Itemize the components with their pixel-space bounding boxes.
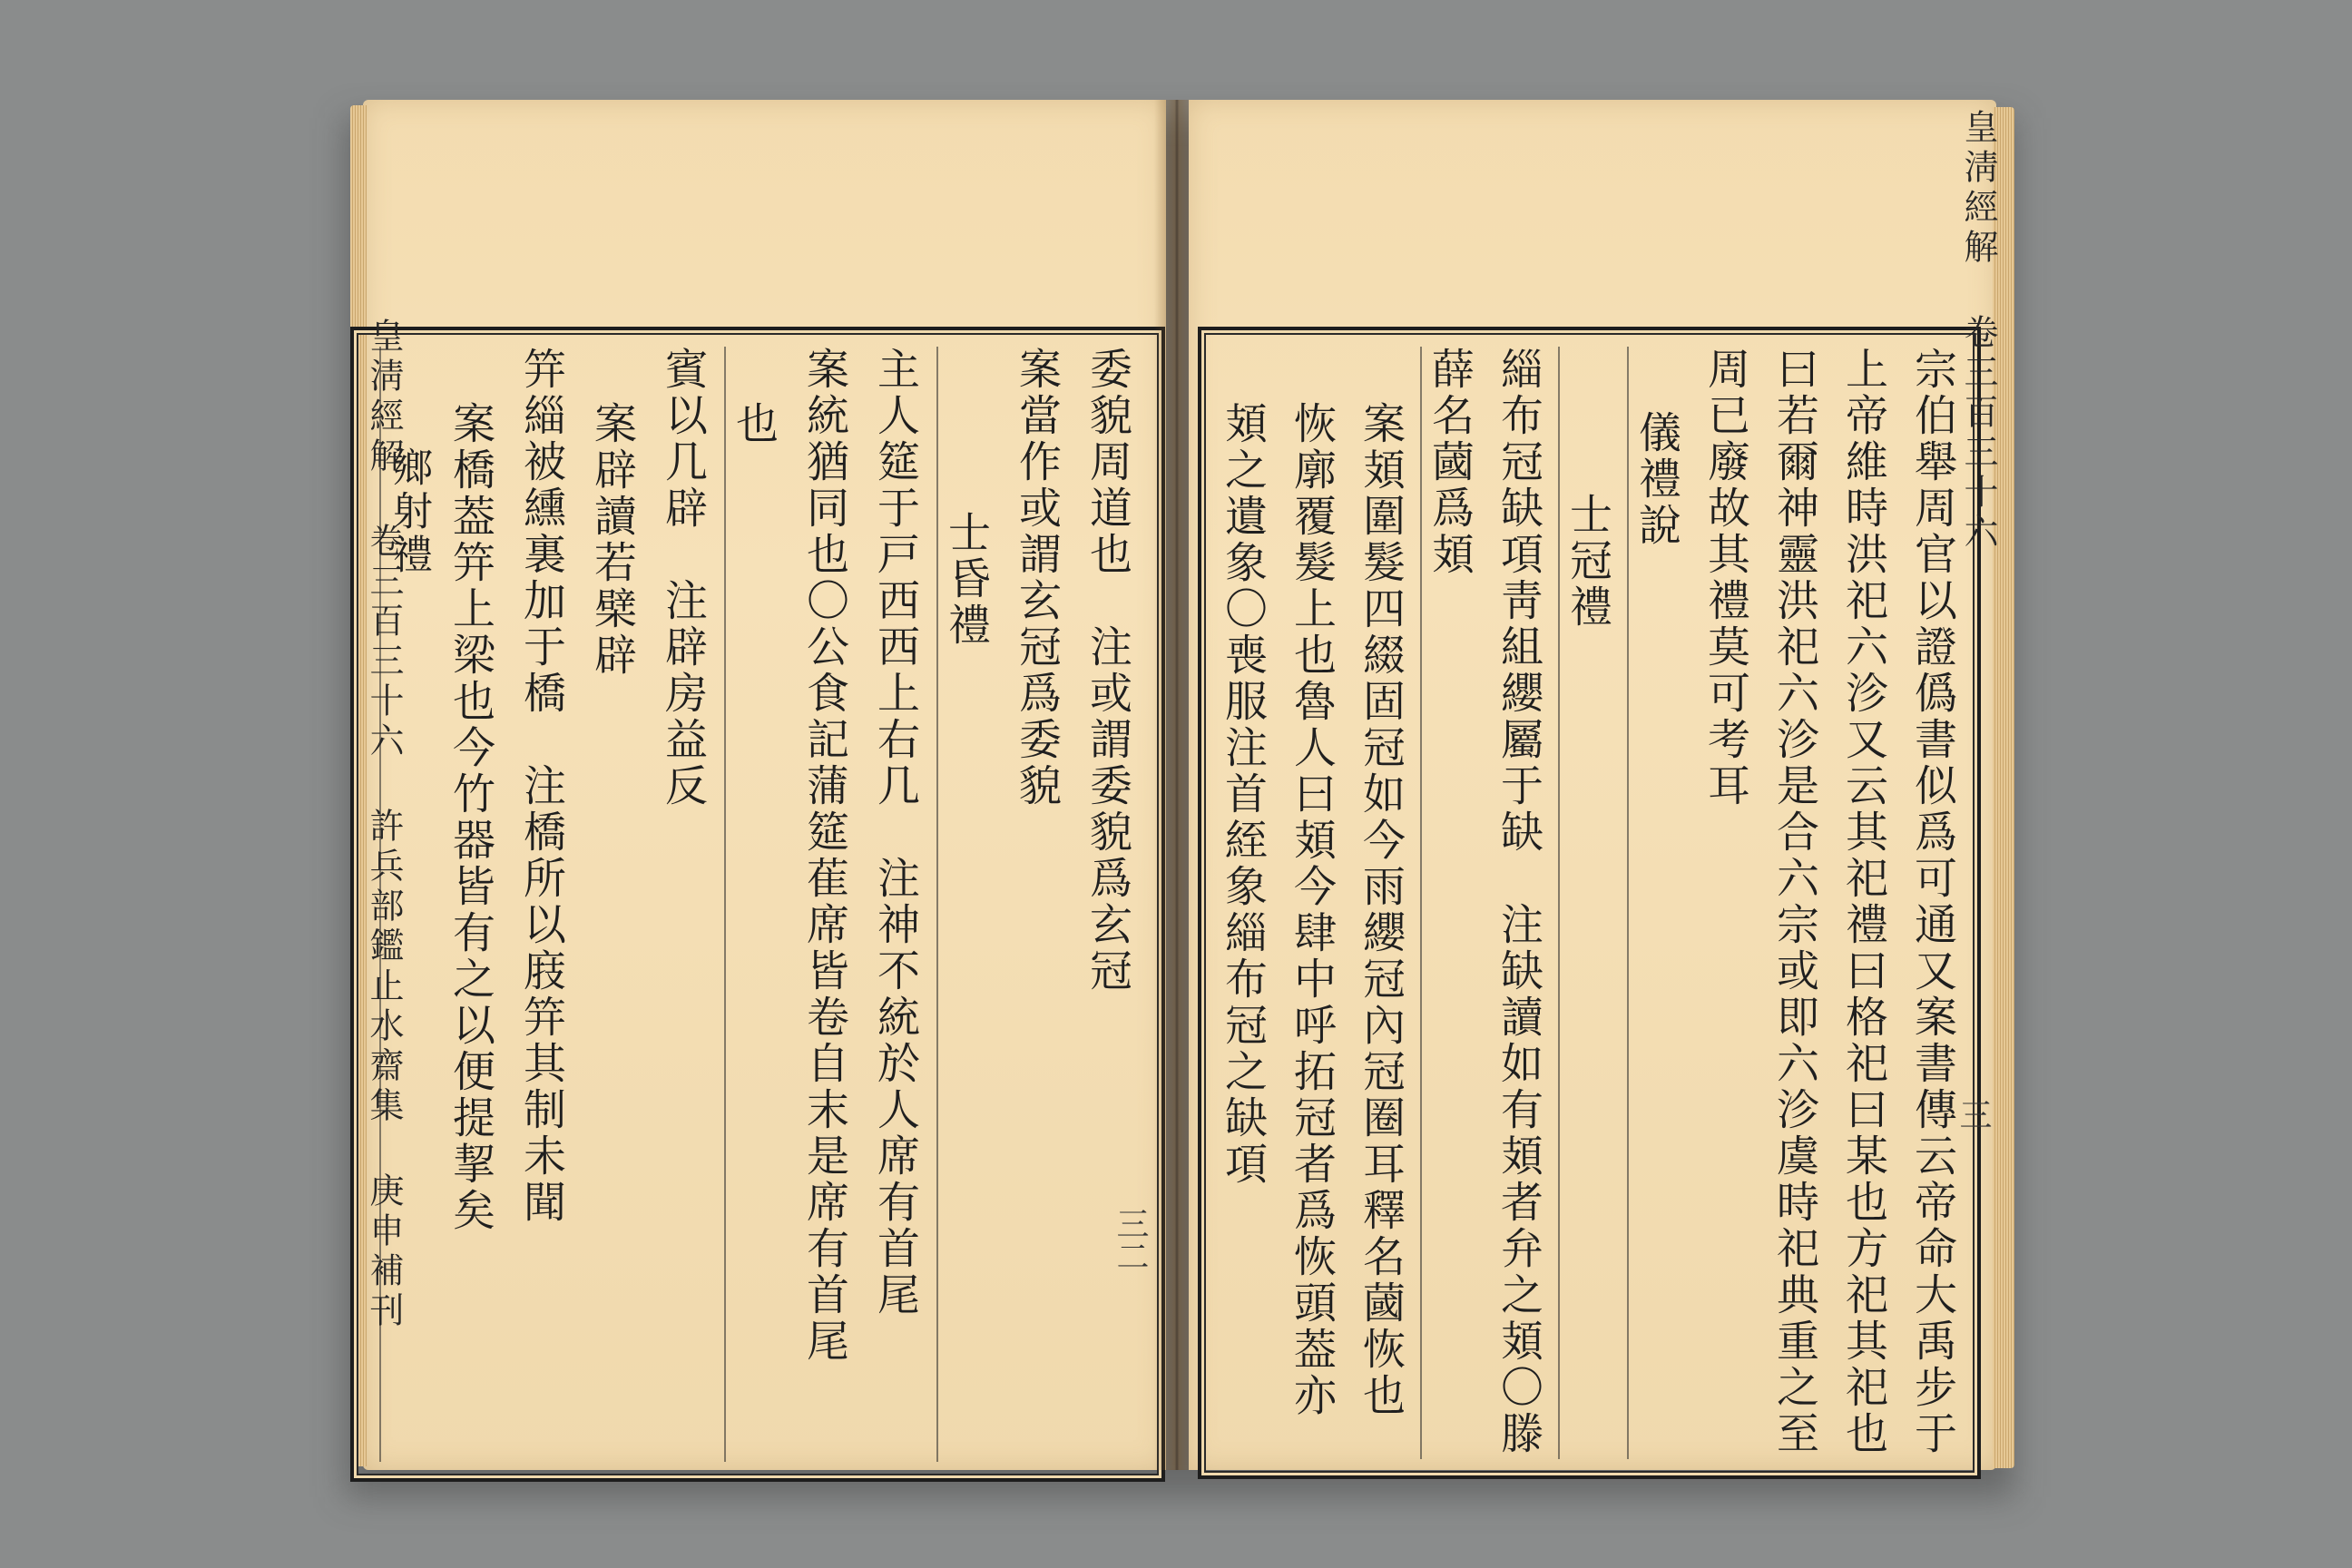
left-col-1: 委貌周道也 注或謂委貌爲玄冠 — [1083, 347, 1132, 995]
left-leaf-number: 三二 — [1112, 1207, 1149, 1272]
spine-volume: 卷三百三十六 — [364, 523, 404, 762]
left-page — [363, 100, 1166, 1470]
left-col-4: 主人筵于戸西西上右几 注神不統於人席有首尾 — [870, 347, 920, 1318]
right-col-11: 頍之遺象〇喪服注首絰象緇布冠之缺項 — [1218, 401, 1268, 1188]
spine-note: 庚申補刊 — [364, 1172, 404, 1332]
left-col-8: 案辟讀若檗辟 — [587, 401, 637, 679]
right-col-2: 上帝維時洪祀六沴又云其祀禮曰格祀曰某也方祀其祀也 — [1838, 347, 1888, 1457]
right-col-1: 宗伯舉周官以證僞書似爲可通又案書傳云帝命大禹步于 — [1907, 347, 1957, 1457]
left-col-5: 案統猶同也〇公食記蒲筵萑席皆卷自末是席有首尾 — [799, 347, 849, 1365]
right-page — [1189, 100, 1996, 1470]
right-spine-volume: 卷三百三十六 — [1958, 314, 1998, 554]
right-spine-title: 皇淸經解 — [1958, 109, 1998, 269]
left-col-6: 也 — [724, 347, 780, 1462]
right-col-4: 周已廢故其禮莫可考耳 — [1700, 347, 1750, 809]
right-text-frame — [1198, 327, 1981, 1479]
right-col-10: 恢廓覆髮上也魯人曰頍今肆中呼拓冠者爲恢頭葢亦 — [1287, 401, 1337, 1419]
right-leaf-number: 三 — [1955, 1098, 1992, 1131]
right-col-6: 士冠禮 — [1558, 347, 1614, 1459]
right-col-7: 緇布冠缺項靑組纓屬于缺 注缺讀如有頍者弁之頍〇滕 — [1494, 347, 1544, 1457]
open-book — [363, 100, 1996, 1470]
right-col-3: 曰若爾神靈洪祀六沴是合六宗或即六沴虞時祀典重之至 — [1769, 347, 1819, 1457]
spine-title: 皇淸經解 — [364, 318, 404, 477]
right-spine — [1954, 109, 2004, 744]
left-col-11: 鄉射禮 — [379, 347, 436, 1462]
left-col-3: 士昏禮 — [936, 347, 993, 1462]
left-spine — [359, 318, 409, 1470]
left-text-frame — [350, 327, 1165, 1482]
right-col-8: 薛名蔮爲頍 — [1420, 347, 1476, 1459]
right-col-5: 儀禮說 — [1627, 347, 1683, 1459]
left-col-7: 賓以几辟 注辟房益反 — [658, 347, 708, 809]
spine-book: 許兵部鑑止水齋集 — [364, 808, 404, 1127]
right-col-9: 案頍圍髮四綴固冠如今雨纓冠內冠圈耳釋名蔮恢也 — [1356, 401, 1406, 1419]
left-col-2: 案當作或謂玄冠爲委貌 — [1012, 347, 1062, 809]
left-col-9: 笄緇被纁裏加于橋 注橋所以庪笄其制未聞 — [516, 347, 566, 1226]
left-col-10: 案橋葢笄上梁也今竹器皆有之以便提挈矣 — [446, 401, 495, 1234]
